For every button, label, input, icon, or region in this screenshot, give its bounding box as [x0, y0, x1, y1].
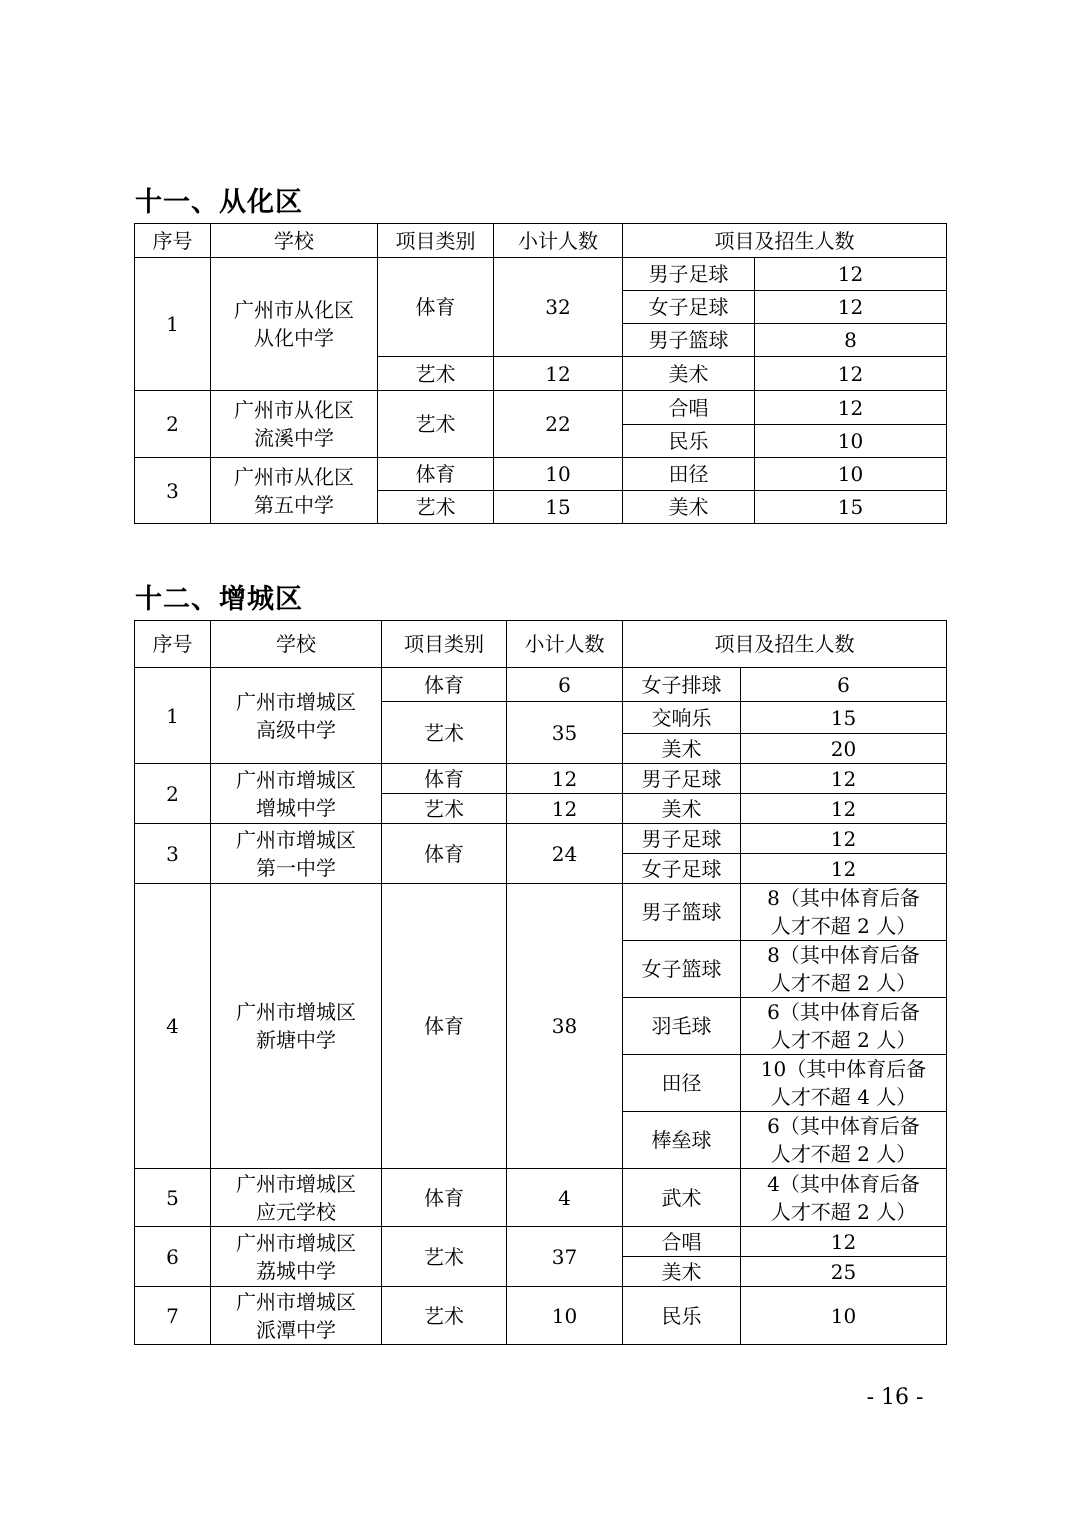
item-name: 羽毛球	[623, 998, 741, 1055]
item-count: 12	[755, 391, 947, 425]
category: 体育	[382, 668, 507, 702]
item-count: 6（其中体育后备 人才不超 2 人）	[741, 998, 947, 1055]
item-name: 男子篮球	[623, 324, 755, 357]
item-count: 6	[741, 668, 947, 702]
category: 艺术	[382, 702, 507, 764]
item-name: 棒垒球	[623, 1112, 741, 1169]
item-name: 美术	[623, 491, 755, 524]
school-name: 广州市增城区 增城中学	[211, 764, 382, 824]
table-header-row	[135, 621, 947, 668]
item-count: 20	[741, 734, 947, 764]
header-school: 学校	[211, 621, 382, 668]
item-name: 武术	[623, 1169, 741, 1227]
header-seq: 序号	[135, 621, 211, 668]
item-count: 12	[741, 854, 947, 884]
header-category: 项目类别	[382, 621, 507, 668]
item-count: 12	[741, 1227, 947, 1257]
subtotal: 12	[507, 794, 623, 824]
row-seq: 1	[135, 258, 211, 391]
school-name: 广州市增城区 第一中学	[211, 824, 382, 884]
table-row	[135, 1169, 947, 1227]
category: 艺术	[378, 357, 494, 391]
item-count: 10	[755, 425, 947, 458]
header-category: 项目类别	[378, 224, 494, 258]
category: 体育	[382, 764, 507, 794]
table-row	[135, 824, 947, 854]
header-items: 项目及招生人数	[623, 621, 947, 668]
school-name: 广州市从化区 从化中学	[211, 258, 378, 391]
table-row	[135, 258, 947, 291]
item-name: 民乐	[623, 425, 755, 458]
subtotal: 10	[494, 458, 623, 491]
category: 体育	[382, 824, 507, 884]
row-seq: 3	[135, 458, 211, 524]
school-name: 广州市增城区 派潭中学	[211, 1287, 382, 1345]
table-row	[135, 1287, 947, 1345]
item-count: 15	[755, 491, 947, 524]
header-subtotal: 小计人数	[507, 621, 623, 668]
item-name: 美术	[623, 794, 741, 824]
table-row	[135, 1227, 947, 1257]
row-seq: 2	[135, 764, 211, 824]
subtotal: 32	[494, 258, 623, 357]
item-count: 12	[755, 258, 947, 291]
item-count: 8	[755, 324, 947, 357]
school-name: 广州市增城区 新塘中学	[211, 884, 382, 1169]
row-seq: 7	[135, 1287, 211, 1345]
subtotal: 15	[494, 491, 623, 524]
header-school: 学校	[211, 224, 378, 258]
item-count: 12	[741, 794, 947, 824]
zengCheng-admissions-table	[134, 620, 947, 1345]
item-count: 8（其中体育后备 人才不超 2 人）	[741, 941, 947, 998]
item-count: 12	[755, 357, 947, 391]
school-name: 广州市从化区 第五中学	[211, 458, 378, 524]
table-row	[135, 764, 947, 794]
subtotal: 4	[507, 1169, 623, 1227]
row-seq: 4	[135, 884, 211, 1169]
item-name: 女子篮球	[623, 941, 741, 998]
page-number: - 16 -	[866, 1385, 924, 1410]
table-row	[135, 458, 947, 491]
category: 体育	[382, 1169, 507, 1227]
school-name: 广州市增城区 应元学校	[211, 1169, 382, 1227]
congHua-admissions-table	[134, 223, 947, 524]
item-count: 10	[741, 1287, 947, 1345]
subtotal: 35	[507, 702, 623, 764]
item-name: 男子篮球	[623, 884, 741, 941]
item-name: 女子足球	[623, 291, 755, 324]
table-header-row	[135, 224, 947, 258]
item-count: 8（其中体育后备 人才不超 2 人）	[741, 884, 947, 941]
category: 艺术	[382, 794, 507, 824]
category: 体育	[378, 258, 494, 357]
row-seq: 6	[135, 1227, 211, 1287]
section-12-title: 十二、增城区	[135, 584, 303, 615]
item-count: 15	[741, 702, 947, 734]
item-name: 美术	[623, 1257, 741, 1287]
item-count: 25	[741, 1257, 947, 1287]
item-name: 男子足球	[623, 258, 755, 291]
item-name: 男子足球	[623, 824, 741, 854]
subtotal: 12	[494, 357, 623, 391]
table-row	[135, 668, 947, 702]
subtotal: 22	[494, 391, 623, 458]
item-name: 民乐	[623, 1287, 741, 1345]
category: 体育	[378, 458, 494, 491]
header-items: 项目及招生人数	[623, 224, 947, 258]
item-name: 田径	[623, 1055, 741, 1112]
item-count: 10	[755, 458, 947, 491]
subtotal: 37	[507, 1227, 623, 1287]
header-seq: 序号	[135, 224, 211, 258]
subtotal: 6	[507, 668, 623, 702]
item-count: 12	[741, 764, 947, 794]
subtotal: 10	[507, 1287, 623, 1345]
item-name: 合唱	[623, 391, 755, 425]
item-name: 交响乐	[623, 702, 741, 734]
subtotal: 24	[507, 824, 623, 884]
item-name: 女子排球	[623, 668, 741, 702]
item-count: 12	[741, 824, 947, 854]
item-count: 10（其中体育后备 人才不超 4 人）	[741, 1055, 947, 1112]
category: 体育	[382, 884, 507, 1169]
item-name: 女子足球	[623, 854, 741, 884]
category: 艺术	[378, 491, 494, 524]
subtotal: 12	[507, 764, 623, 794]
item-count: 6（其中体育后备 人才不超 2 人）	[741, 1112, 947, 1169]
row-seq: 3	[135, 824, 211, 884]
item-count: 12	[755, 291, 947, 324]
subtotal: 38	[507, 884, 623, 1169]
table-row	[135, 391, 947, 425]
item-count: 4（其中体育后备 人才不超 2 人）	[741, 1169, 947, 1227]
item-name: 男子足球	[623, 764, 741, 794]
category: 艺术	[378, 391, 494, 458]
school-name: 广州市增城区 荔城中学	[211, 1227, 382, 1287]
item-name: 美术	[623, 357, 755, 391]
item-name: 合唱	[623, 1227, 741, 1257]
item-name: 美术	[623, 734, 741, 764]
header-subtotal: 小计人数	[494, 224, 623, 258]
section-11-title: 十一、从化区	[135, 187, 303, 218]
row-seq: 5	[135, 1169, 211, 1227]
row-seq: 1	[135, 668, 211, 764]
row-seq: 2	[135, 391, 211, 458]
category: 艺术	[382, 1287, 507, 1345]
item-name: 田径	[623, 458, 755, 491]
school-name: 广州市增城区 高级中学	[211, 668, 382, 764]
category: 艺术	[382, 1227, 507, 1287]
school-name: 广州市从化区 流溪中学	[211, 391, 378, 458]
table-row	[135, 884, 947, 941]
